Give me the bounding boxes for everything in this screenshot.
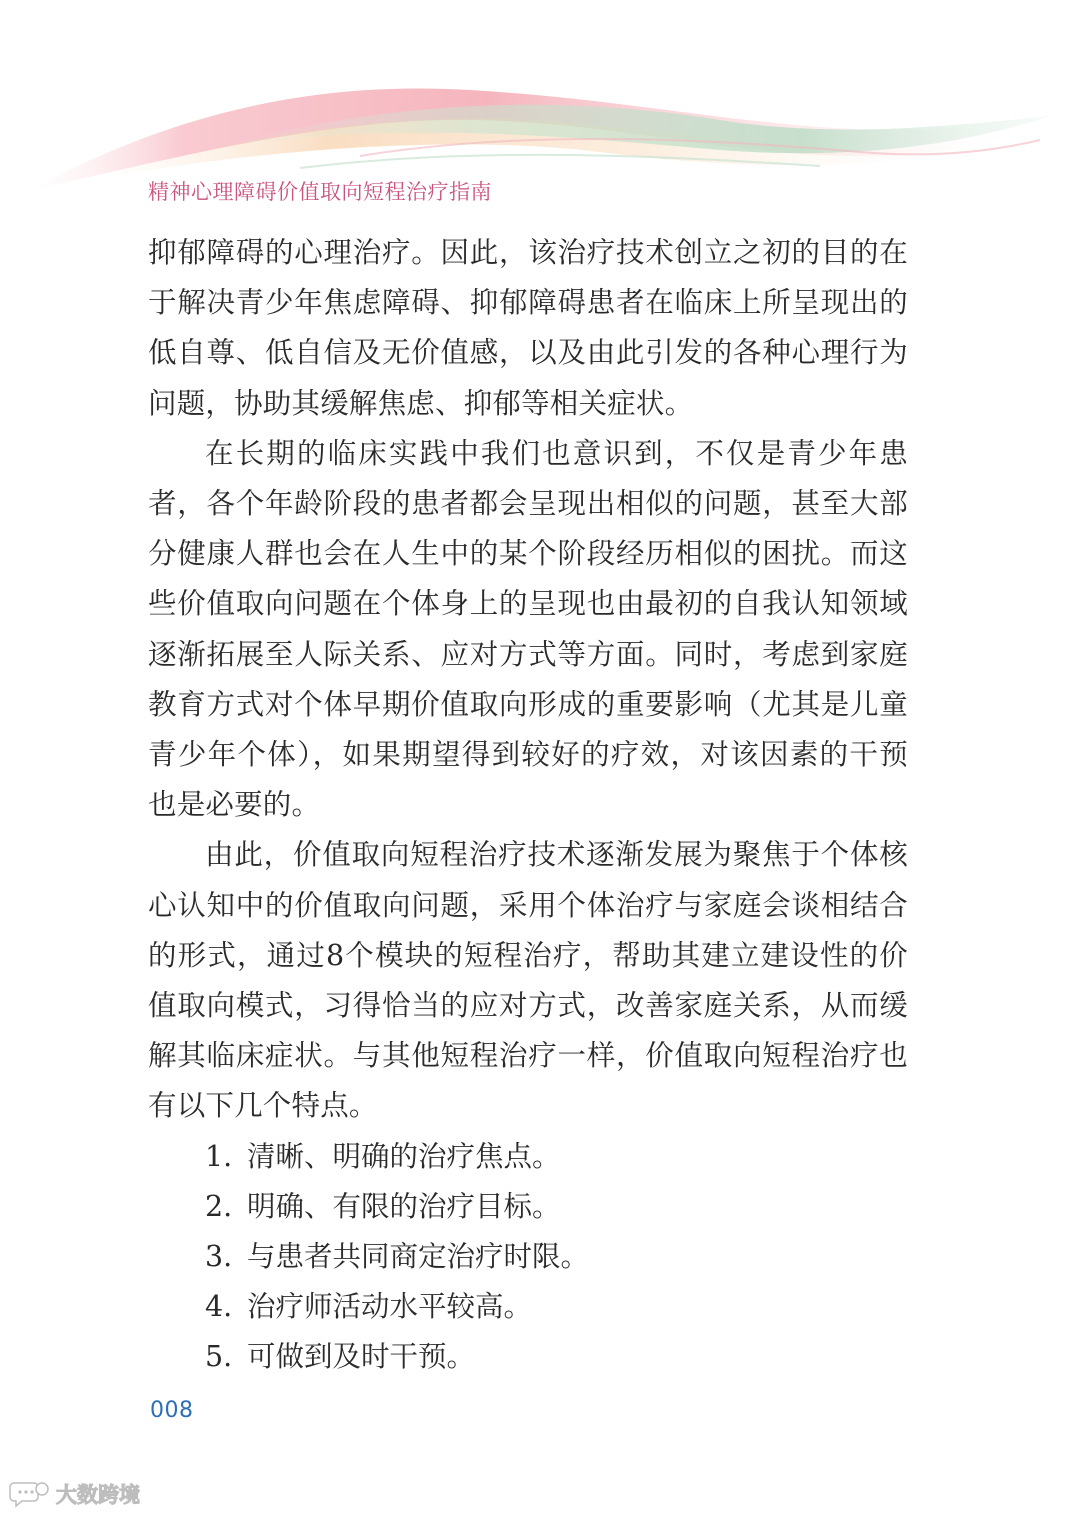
page-number: 008: [150, 1398, 194, 1423]
body-text: [148, 228, 908, 1383]
list-item-number: 5.: [205, 1340, 233, 1374]
list-item-number: 3.: [205, 1240, 233, 1274]
list-item-text: 清晰、明确的治疗焦点。: [247, 1139, 561, 1173]
paragraph-2: 在长期的临床实践中我们也意识到，不仅是青少年患者，各个年龄阶段的患者都会呈现出相似的问题，甚至大部分健康人群也会在人生中的某个阶段经历相似的困扰。而这些价值取向问题在个体身上的呈现也由最初的自我认知领域逐渐拓展至人际关系、应对方式等方面。同时，考虑到家庭教育方式对个体早期价值取向形成的重要影响（尤其是儿童青少年个体），如果期望得到较好的疗效，对该因素的干预也是必要的。: [148, 436, 908, 822]
list-item: [148, 1132, 908, 1182]
list-item: [148, 1182, 908, 1232]
watermark: [8, 1478, 140, 1510]
list-item: [148, 1232, 908, 1282]
list-item-text: 明确、有限的治疗目标。: [247, 1189, 561, 1223]
paragraph-1: 抑郁障碍的心理治疗。因此，该治疗技术创立之初的目的在于解决青少年焦虑障碍、抑郁障碍患者在临床上所呈现出的低自尊、低自信及无价值感，以及由此引发的各种心理行为问题，协助其缓解焦虑、抑郁等相关症状。: [148, 236, 908, 420]
list-item-number: 2.: [205, 1189, 233, 1223]
list-item: [148, 1282, 908, 1332]
list-item-number: 1.: [205, 1139, 233, 1173]
list-item-text: 与患者共同商定治疗时限。: [247, 1240, 590, 1274]
paragraph-3: 由此，价值取向短程治疗技术逐渐发展为聚焦于个体核心认知中的价值取向问题，采用个体治疗与家庭会谈相结合的形式，通过8个模块的短程治疗，帮助其建立建设性的价值取向模式，习得恰当的应对方式，改善家庭关系，从而缓解其临床症状。与其他短程治疗一样，价值取向短程治疗也有以下几个特点。: [148, 838, 908, 1123]
feature-list: [148, 1132, 908, 1383]
speech-bubble-logo-icon: [8, 1479, 52, 1509]
list-item-text: 可做到及时干预。: [247, 1340, 476, 1374]
list-item: [148, 1332, 908, 1382]
watermark-text: 大数跨境: [56, 1483, 140, 1507]
list-item-number: 4.: [205, 1290, 233, 1324]
list-item-text: 治疗师活动水平较高。: [247, 1290, 533, 1324]
running-head-title: 精神心理障碍价值取向短程治疗指南: [148, 180, 492, 204]
